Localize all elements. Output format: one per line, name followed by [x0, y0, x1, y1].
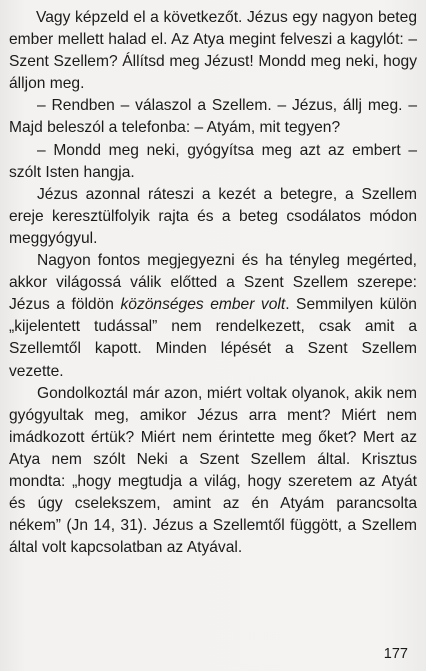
paragraph	[9, 7, 417, 95]
paragraph-text: – Rendben – válaszol a Szellem. – Jézus, állj meg. – Majd beleszól a telefonba: – Atyám, mit tegyen?	[9, 97, 417, 137]
paragraph-text: Vagy képzeld el a következőt. Jézus egy nagyon beteg ember mellett halad el. Az Atya megint felveszi a kagylót: – Szent Szellem? Állítsd meg Jézust! Mondd meg neki, hogy álljon meg.	[9, 9, 417, 93]
italic-emphasis: közönséges ember volt	[120, 296, 286, 314]
paragraph	[9, 250, 417, 383]
paragraph-text: – Mondd meg neki, gyógyítsa meg azt az embert – szólt Isten hangja.	[9, 141, 417, 181]
paragraph	[9, 184, 417, 250]
paragraph-text: . Semmilyen külön „kijelentett tudással” nem rendelkezett, csak amit a Szellemtől kapott. Minden lépését a Szent Szellem vezette.	[9, 296, 417, 380]
body-text	[9, 7, 417, 559]
paragraph	[9, 140, 417, 184]
paragraph	[9, 383, 417, 560]
paragraph-text: Jézus azonnal ráteszi a kezét a betegre, a Szellem ereje keresztülfolyik rajta és a beteg csodálatos módon meggyógyul.	[9, 185, 417, 247]
paragraph-text: Nagyon fontos megjegyezni és ha tényleg megérted, akkor világossá válik előtted a Szent Szellem szerepe: Jézus a földön	[9, 252, 417, 314]
paragraph	[9, 95, 417, 139]
page-number: 177	[383, 646, 408, 662]
paragraph-text: Gondolkoztál már azon, miért voltak olyanok, akik nem gyógyultak meg, amikor Jézus arra ment? Miért nem imádkozott értük? Miért nem érintette meg őket? Mert az Atya nem szólt Neki a Szent Szellem által. Krisztus mondta: „hogy megtudja a világ, hogy szeretem az Atyát és úgy cselekszem, amint az én Atyám parancsolta nékem” (Jn 14, 31). Jézus a Szellemtől függött, a Szellem által volt kapcsolatban az Atyával.	[9, 384, 417, 557]
